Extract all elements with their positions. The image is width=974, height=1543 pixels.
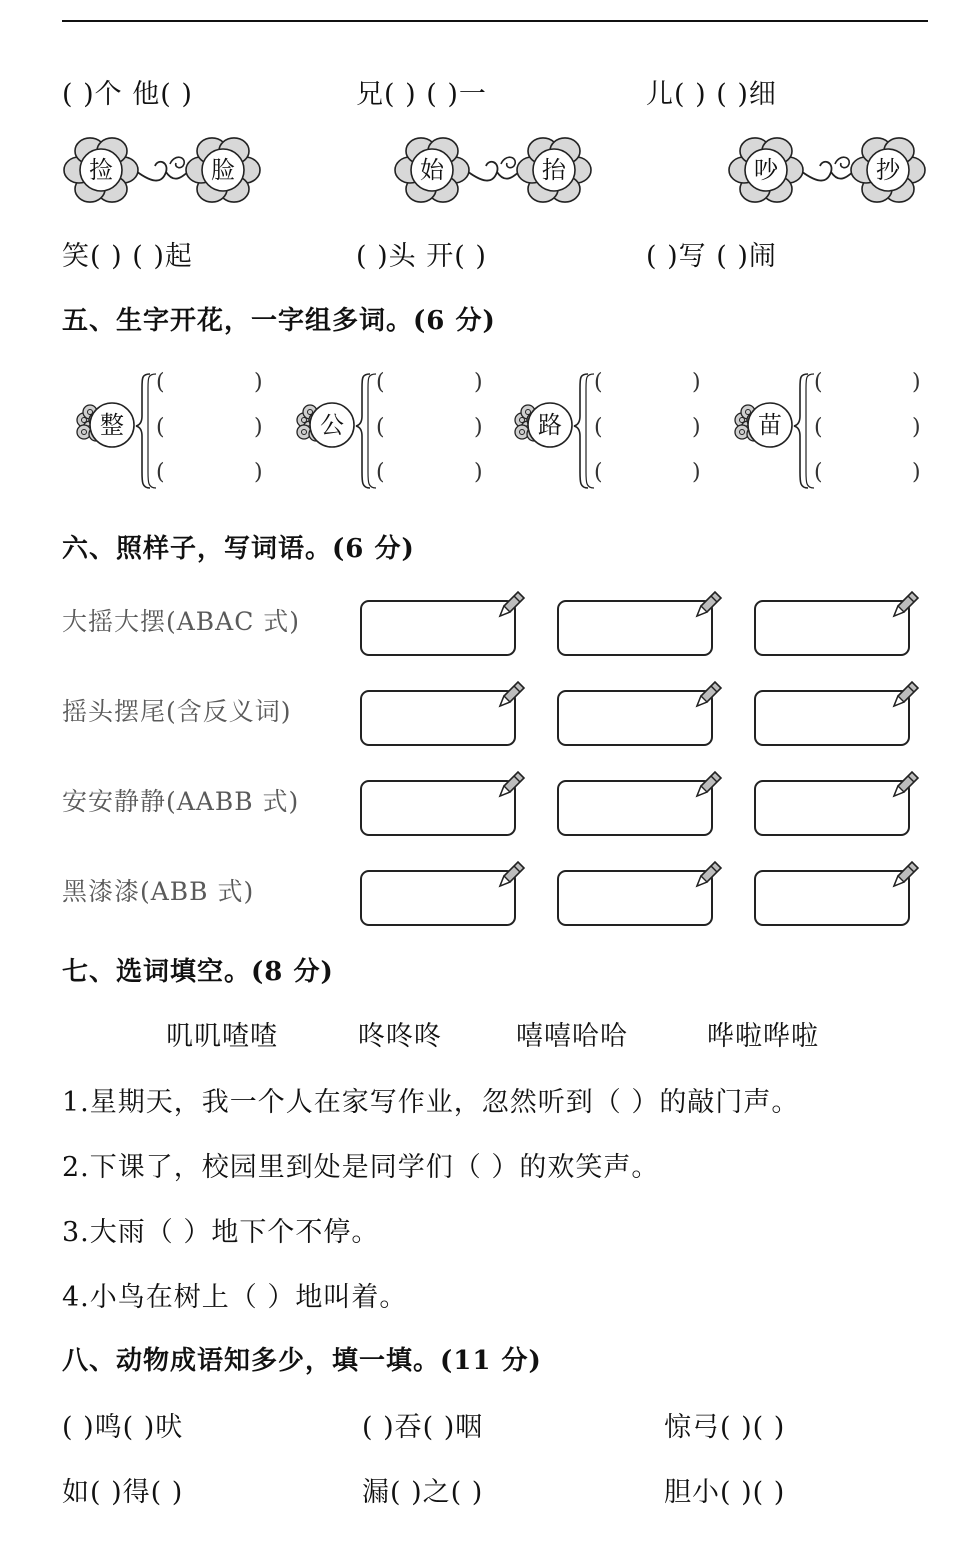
bloom-character: 公: [320, 411, 344, 439]
answer-box[interactable]: [557, 780, 713, 836]
top-rule: [62, 20, 928, 22]
paren-close: ): [692, 415, 701, 440]
pencil-icon: [691, 766, 727, 806]
pencil-icon: [888, 856, 924, 896]
answer-box[interactable]: [754, 780, 910, 836]
paren-close: ): [912, 460, 921, 485]
pencil-icon: [494, 766, 530, 806]
pencil-icon: [494, 586, 530, 626]
example-word: 摇头摆尾(含反义词): [62, 697, 292, 726]
flower-character: 始: [420, 156, 444, 184]
flower-character: 抬: [542, 156, 566, 184]
fill-blank-item: 笑( ) ( )起: [62, 241, 193, 272]
example-word: 黑漆漆(ABB 式): [62, 877, 255, 906]
paren-close: ): [912, 415, 921, 440]
question-2: 2.下课了，校园里到处是同学们（ ）的欢笑声。: [62, 1152, 660, 1183]
word-bloom: [728, 368, 928, 496]
paren-open: (: [156, 370, 165, 395]
paren-open: (: [376, 370, 385, 395]
answer-box[interactable]: [557, 870, 713, 926]
paren-close: ): [692, 370, 701, 395]
answer-box[interactable]: [360, 780, 516, 836]
answer-box[interactable]: [557, 600, 713, 656]
answer-box[interactable]: [754, 690, 910, 746]
answer-box[interactable]: [754, 600, 910, 656]
section-heading: 七、选词填空。(8 分): [62, 957, 334, 987]
flower-icon: [727, 130, 805, 210]
paren-open: (: [814, 460, 823, 485]
example-word: 安安静静(AABB 式): [62, 787, 300, 816]
example-word: 大摇大摆(ABAC 式): [62, 607, 301, 636]
flower-pair: [62, 128, 262, 212]
section-heading: 五、生字开花，一字组多词。(6 分): [62, 306, 496, 336]
idiom-item: 惊弓( )( ): [664, 1412, 786, 1443]
word-option: 哗啦哗啦: [707, 1021, 819, 1052]
paren-close: ): [912, 370, 921, 395]
question-4: 4.小鸟在树上（ ）地叫着。: [62, 1282, 408, 1313]
fill-blank-item: ( )头 开( ): [356, 241, 487, 272]
bloom-character: 路: [538, 411, 562, 439]
pencil-icon: [494, 856, 530, 896]
idiom-item: ( )鸣( )吠: [62, 1412, 184, 1443]
fill-blank-item: 儿( ) ( )细: [646, 79, 777, 110]
flower-character: 脸: [211, 156, 235, 184]
idiom-item: 如( )得( ): [62, 1477, 184, 1508]
word-bloom: [290, 368, 490, 496]
flower-icon: [393, 130, 471, 210]
word-bloom: [70, 368, 270, 496]
flower-icon: [515, 130, 593, 210]
paren-open: (: [156, 415, 165, 440]
flower-character: 吵: [754, 156, 778, 184]
paren-open: (: [814, 370, 823, 395]
flower-icon: [62, 130, 140, 210]
paren-open: (: [594, 370, 603, 395]
flower-pair: [393, 128, 593, 212]
word-option: 嘻嘻哈哈: [516, 1021, 628, 1052]
flower-icon: [184, 130, 262, 210]
answer-box[interactable]: [360, 600, 516, 656]
pencil-icon: [888, 766, 924, 806]
answer-box[interactable]: [754, 870, 910, 926]
answer-box[interactable]: [360, 690, 516, 746]
flower-pair: [727, 128, 927, 212]
word-bloom: [508, 368, 708, 496]
pencil-icon: [691, 586, 727, 626]
question-3: 3.大雨（ ）地下个不停。: [62, 1217, 380, 1248]
paren-open: (: [594, 415, 603, 440]
pencil-icon: [888, 586, 924, 626]
paren-open: (: [594, 460, 603, 485]
paren-open: (: [814, 415, 823, 440]
paren-close: ): [254, 460, 263, 485]
pencil-icon: [888, 676, 924, 716]
paren-close: ): [474, 460, 483, 485]
paren-open: (: [376, 415, 385, 440]
word-option: 咚咚咚: [358, 1021, 442, 1052]
paren-open: (: [376, 460, 385, 485]
fill-blank-item: ( )个 他( ): [62, 79, 193, 110]
paren-close: ): [692, 460, 701, 485]
flower-character: 捡: [89, 156, 113, 184]
idiom-item: 漏( )之( ): [362, 1477, 484, 1508]
pencil-icon: [691, 676, 727, 716]
flower-icon: [849, 130, 927, 210]
paren-open: (: [156, 460, 165, 485]
section-heading: 八、动物成语知多少，填一填。(11 分): [62, 1346, 542, 1376]
pencil-icon: [691, 856, 727, 896]
question-1: 1.星期天，我一个人在家写作业，忽然听到（ ）的敲门声。: [62, 1087, 800, 1118]
pencil-icon: [494, 676, 530, 716]
answer-box[interactable]: [557, 690, 713, 746]
fill-blank-item: ( )写 ( )闹: [646, 241, 777, 272]
flower-character: 抄: [876, 156, 900, 184]
fill-blank-item: 兄( ) ( )一: [356, 79, 487, 110]
section-heading: 六、照样子，写词语。(6 分): [62, 534, 415, 564]
paren-close: ): [254, 370, 263, 395]
paren-close: ): [254, 415, 263, 440]
idiom-item: ( )吞( )咽: [362, 1412, 484, 1443]
bloom-character: 整: [100, 411, 124, 439]
paren-close: ): [474, 370, 483, 395]
word-option: 叽叽喳喳: [166, 1021, 278, 1052]
bloom-character: 苗: [758, 411, 782, 439]
idiom-item: 胆小( )( ): [664, 1477, 786, 1508]
paren-close: ): [474, 415, 483, 440]
answer-box[interactable]: [360, 870, 516, 926]
